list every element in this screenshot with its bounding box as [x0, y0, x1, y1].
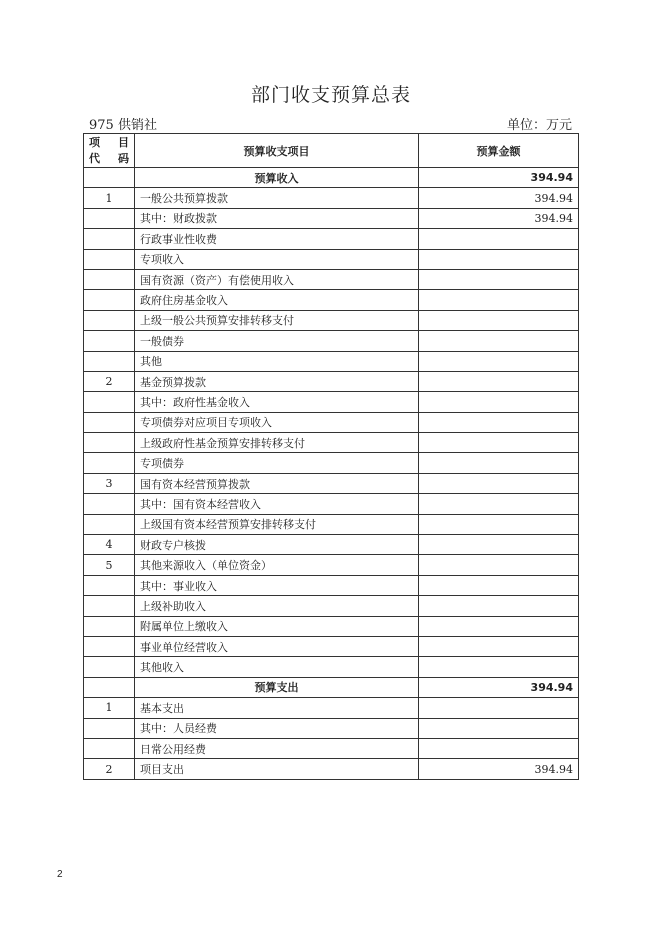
- table-row: [84, 514, 579, 534]
- table-row: [84, 698, 579, 718]
- item-label-cell: 其他收入: [135, 657, 419, 677]
- item-label-cell: 一般公共预算拨款: [135, 188, 419, 208]
- table-row: [84, 616, 579, 636]
- table-row: [84, 290, 579, 310]
- item-code-cell: [84, 738, 135, 758]
- item-code-cell: [84, 453, 135, 473]
- item-code-cell: [84, 249, 135, 269]
- item-label-cell: 专项收入: [135, 249, 419, 269]
- section-row: [84, 168, 579, 188]
- section-row: [84, 677, 579, 697]
- table-row: [84, 494, 579, 514]
- page-number: 2: [57, 869, 63, 880]
- item-code-cell: 4: [84, 535, 135, 555]
- item-label-cell: 预算收入: [135, 168, 419, 188]
- amount-cell: [419, 535, 579, 555]
- amount-cell: [419, 392, 579, 412]
- item-label-cell: 专项债券对应项目专项收入: [135, 412, 419, 432]
- amount-cell: [419, 718, 579, 738]
- amount-cell: [419, 310, 579, 330]
- table-row: [84, 229, 579, 249]
- budget-summary-table: [83, 133, 579, 780]
- item-label-cell: 日常公用经费: [135, 738, 419, 758]
- amount-cell: [419, 473, 579, 493]
- amount-cell: [419, 453, 579, 473]
- item-code-cell: [84, 718, 135, 738]
- table-row: [84, 453, 579, 473]
- amount-cell: [419, 290, 579, 310]
- organization-name: 975 供销社: [89, 118, 157, 133]
- item-code-cell: [84, 616, 135, 636]
- table-header-row: [84, 134, 579, 168]
- item-code-cell: [84, 229, 135, 249]
- item-label-cell: 上级政府性基金预算安排转移支付: [135, 433, 419, 453]
- amount-cell: [419, 555, 579, 575]
- item-code-cell: [84, 269, 135, 289]
- table-row: [84, 208, 579, 228]
- table-row: [84, 310, 579, 330]
- item-label-cell: 基金预算拨款: [135, 371, 419, 391]
- item-code-cell: [84, 310, 135, 330]
- item-code-cell: [84, 596, 135, 616]
- item-code-cell: [84, 433, 135, 453]
- item-code-cell: 2: [84, 759, 135, 779]
- item-code-cell: [84, 657, 135, 677]
- table-row: [84, 392, 579, 412]
- item-label-cell: 政府住房基金收入: [135, 290, 419, 310]
- table-row: [84, 269, 579, 289]
- amount-cell: [419, 596, 579, 616]
- table-row: [84, 657, 579, 677]
- table-row: [84, 473, 579, 493]
- amount-cell: [419, 657, 579, 677]
- amount-cell: [419, 229, 579, 249]
- item-label-cell: 专项债券: [135, 453, 419, 473]
- item-label-cell: 国有资本经营预算拨款: [135, 473, 419, 493]
- table-row: [84, 433, 579, 453]
- header-budget-amount: 预算金额: [419, 134, 579, 168]
- item-label-cell: 国有资源（资产）有偿使用收入: [135, 269, 419, 289]
- item-label-cell: 其中：政府性基金收入: [135, 392, 419, 412]
- header-budget-item: 预算收支项目: [135, 134, 419, 168]
- table-row: [84, 738, 579, 758]
- item-label-cell: 其他来源收入（单位资金）: [135, 555, 419, 575]
- item-code-cell: 3: [84, 473, 135, 493]
- amount-cell: [419, 575, 579, 595]
- item-label-cell: 上级一般公共预算安排转移支付: [135, 310, 419, 330]
- amount-cell: [419, 351, 579, 371]
- table-row: [84, 371, 579, 391]
- item-code-cell: [84, 351, 135, 371]
- table-row: [84, 759, 579, 779]
- table-body: [84, 168, 579, 780]
- item-label-cell: 其中：事业收入: [135, 575, 419, 595]
- item-code-cell: 5: [84, 555, 135, 575]
- amount-cell: [419, 249, 579, 269]
- amount-cell: [419, 738, 579, 758]
- table-row: [84, 249, 579, 269]
- table-row: [84, 412, 579, 432]
- table-row: [84, 718, 579, 738]
- table-row: [84, 596, 579, 616]
- table-row: [84, 331, 579, 351]
- item-code-cell: [84, 636, 135, 656]
- table-row: [84, 555, 579, 575]
- item-code-cell: [84, 208, 135, 228]
- item-code-cell: 1: [84, 698, 135, 718]
- amount-cell: [419, 494, 579, 514]
- item-label-cell: 事业单位经营收入: [135, 636, 419, 656]
- unit-label: 单位：万元: [506, 118, 572, 133]
- item-label-cell: 行政事业性收费: [135, 229, 419, 249]
- amount-cell: [419, 371, 579, 391]
- amount-cell: [419, 514, 579, 534]
- item-code-cell: [84, 412, 135, 432]
- item-label-cell: 项目支出: [135, 759, 419, 779]
- item-label-cell: 附属单位上缴收入: [135, 616, 419, 636]
- item-code-cell: [84, 331, 135, 351]
- item-label-cell: 预算支出: [135, 677, 419, 697]
- amount-cell: [419, 698, 579, 718]
- item-label-cell: 上级国有资本经营预算安排转移支付: [135, 514, 419, 534]
- amount-cell: [419, 433, 579, 453]
- item-code-cell: [84, 290, 135, 310]
- amount-cell: 394.94: [419, 677, 579, 697]
- item-code-cell: 1: [84, 188, 135, 208]
- item-code-cell: [84, 168, 135, 188]
- amount-cell: 394.94: [419, 208, 579, 228]
- item-code-cell: [84, 514, 135, 534]
- item-label-cell: 其中：人员经费: [135, 718, 419, 738]
- item-code-cell: [84, 392, 135, 412]
- item-code-cell: [84, 494, 135, 514]
- item-label-cell: 上级补助收入: [135, 596, 419, 616]
- page-title: 部门收支预算总表: [250, 84, 411, 106]
- amount-cell: [419, 331, 579, 351]
- amount-cell: [419, 412, 579, 432]
- table-row: [84, 575, 579, 595]
- table-row: [84, 636, 579, 656]
- item-label-cell: 一般债券: [135, 331, 419, 351]
- amount-cell: 394.94: [419, 188, 579, 208]
- amount-cell: 394.94: [419, 759, 579, 779]
- table-row: [84, 188, 579, 208]
- amount-cell: [419, 616, 579, 636]
- item-code-cell: [84, 677, 135, 697]
- table-row: [84, 351, 579, 371]
- item-label-cell: 其中：国有资本经营收入: [135, 494, 419, 514]
- item-label-cell: 其他: [135, 351, 419, 371]
- item-code-cell: [84, 575, 135, 595]
- item-code-cell: 2: [84, 371, 135, 391]
- amount-cell: [419, 269, 579, 289]
- header-item-code: 项 目 代 码: [84, 134, 135, 168]
- amount-cell: 394.94: [419, 168, 579, 188]
- item-label-cell: 其中：财政拨款: [135, 208, 419, 228]
- table-row: [84, 535, 579, 555]
- item-label-cell: 基本支出: [135, 698, 419, 718]
- amount-cell: [419, 636, 579, 656]
- item-label-cell: 财政专户核拨: [135, 535, 419, 555]
